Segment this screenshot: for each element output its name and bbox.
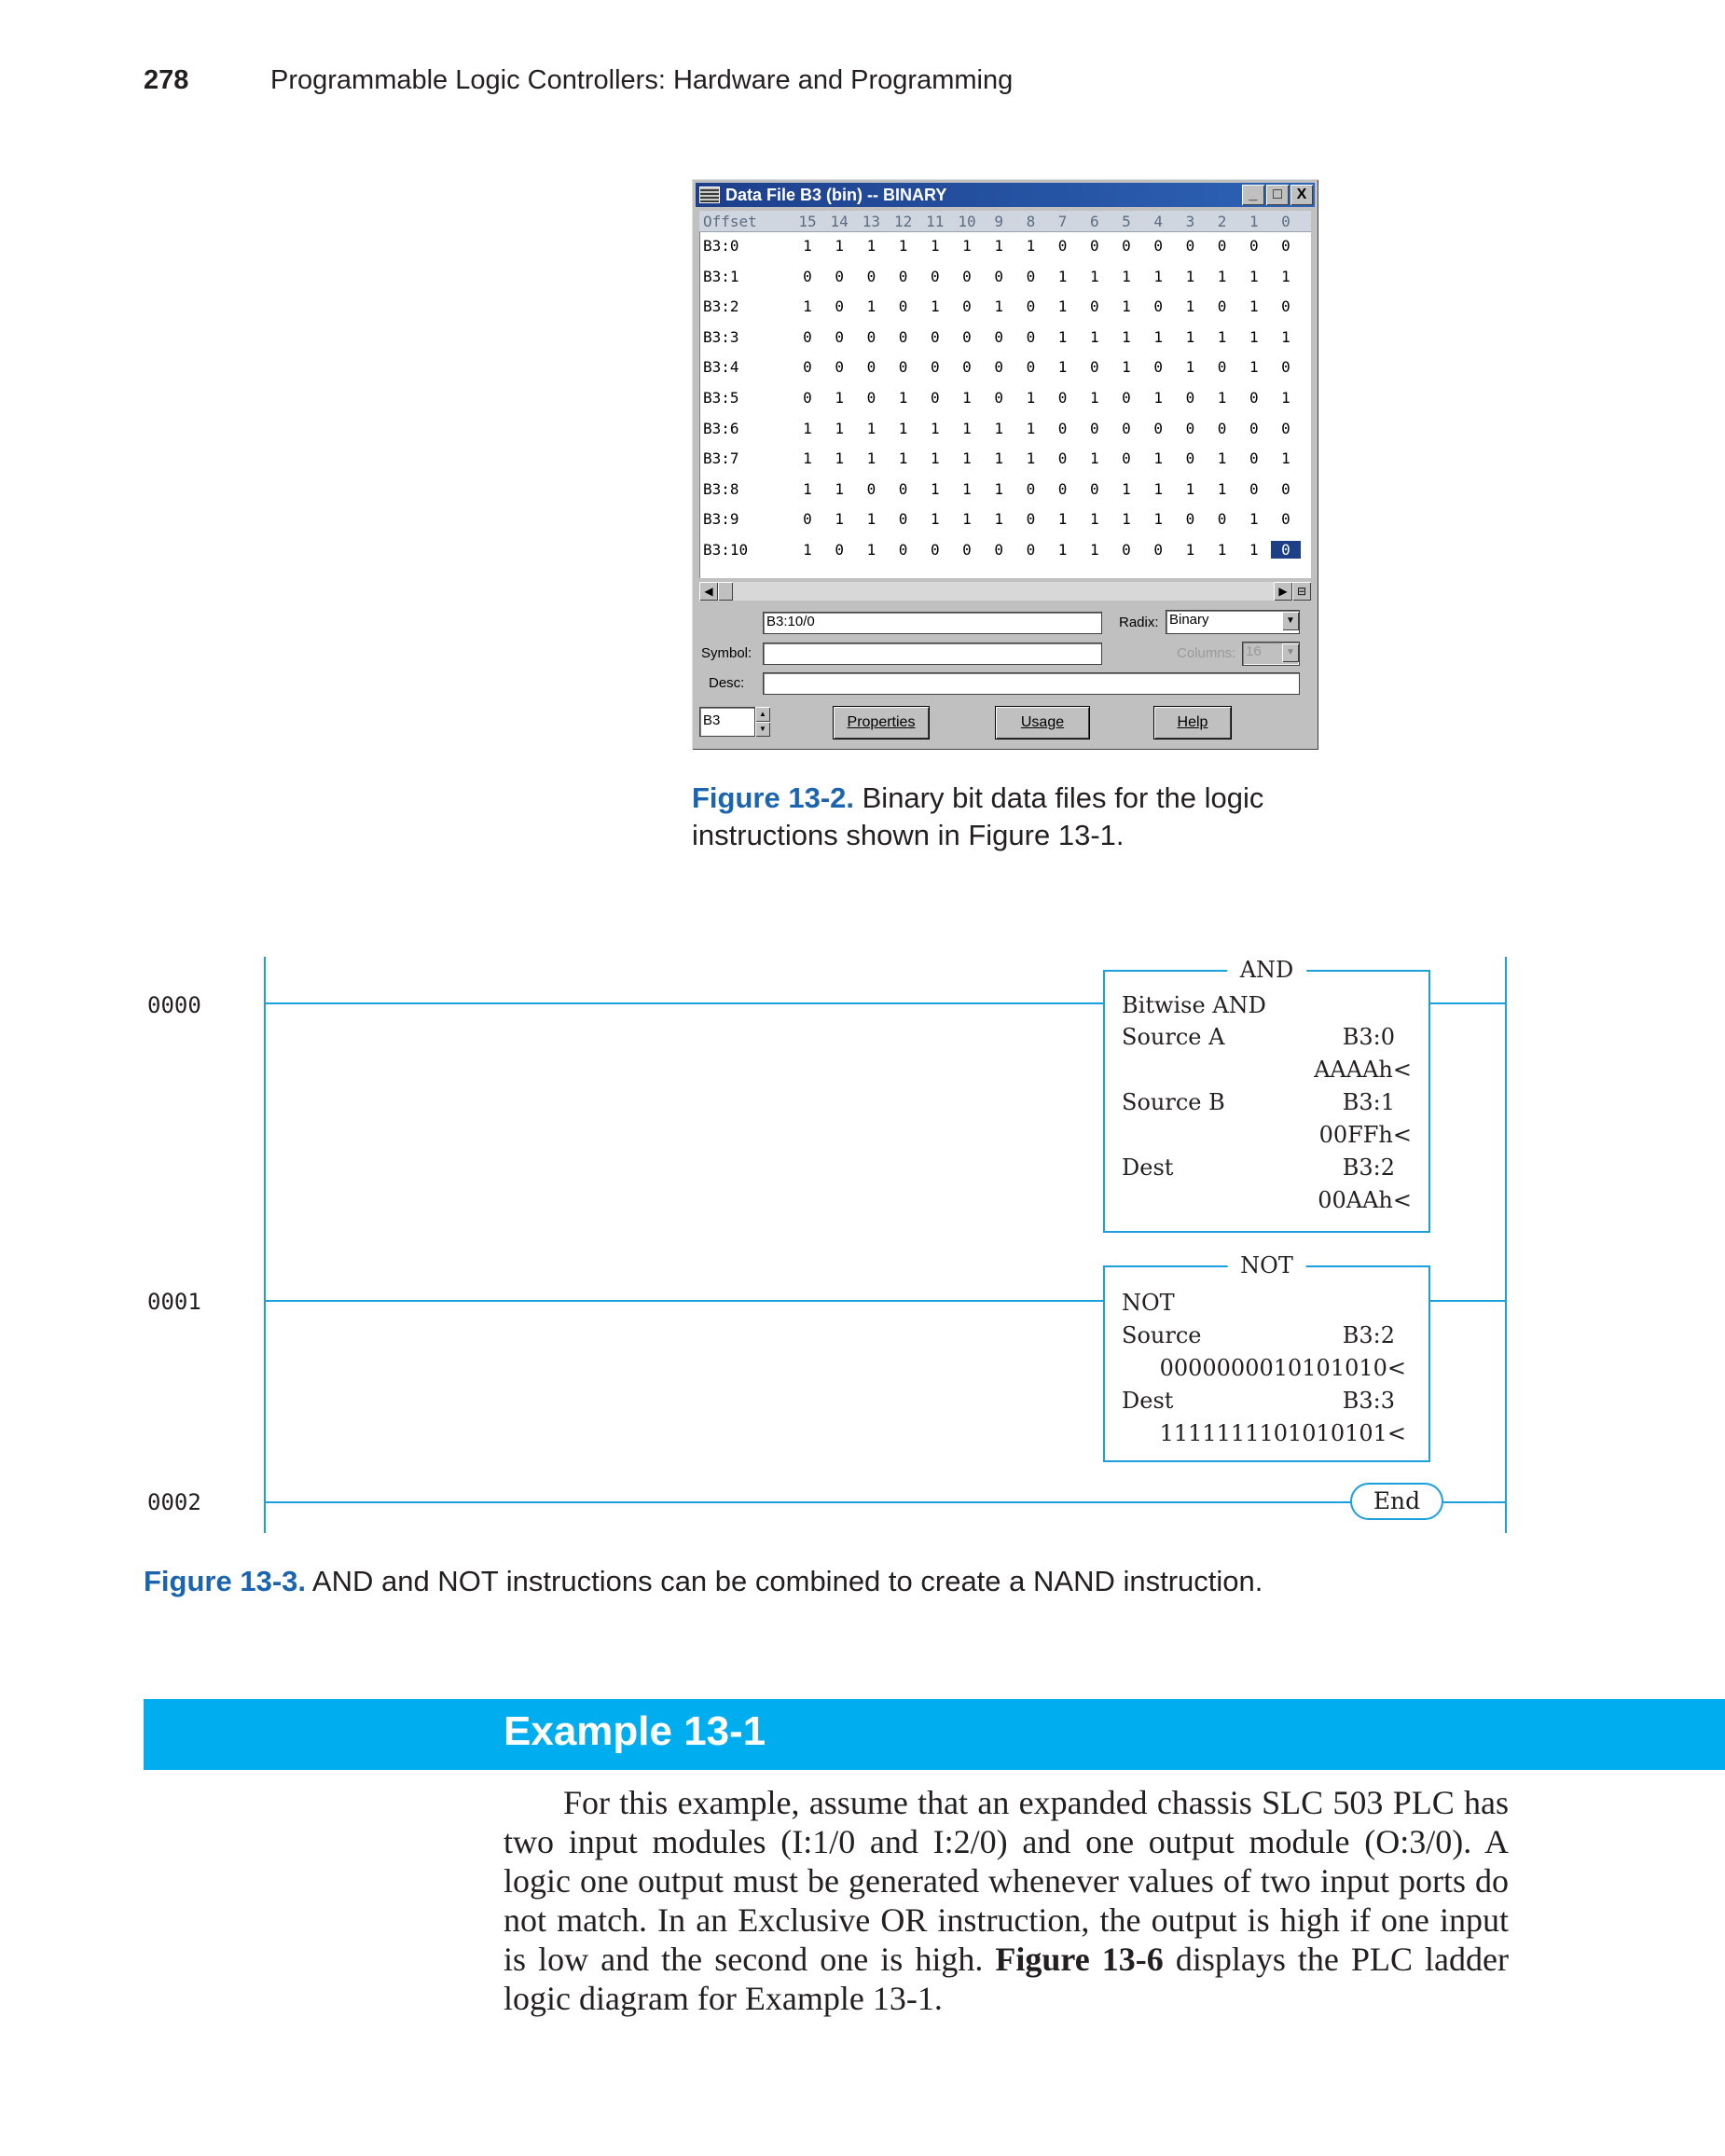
bit-cell[interactable]: 0 <box>1281 237 1290 255</box>
bit-column-header: 12 <box>893 213 913 230</box>
bit-column-header: 11 <box>926 213 945 230</box>
bit-cell[interactable]: 1 <box>898 419 908 437</box>
bit-cell[interactable]: 0 <box>1122 389 1131 407</box>
bit-cell[interactable]: 1 <box>866 510 876 529</box>
bit-column-header: 7 <box>1057 213 1068 230</box>
bit-cell[interactable]: 0 <box>930 267 940 285</box>
bit-cell[interactable]: 0 <box>1217 419 1227 437</box>
bit-cell[interactable]: 1 <box>803 237 812 255</box>
columns-value: 16 <box>1246 643 1262 659</box>
bit-cell[interactable]: 0 <box>1281 297 1290 316</box>
offset-cell: B3:1 <box>703 267 739 285</box>
bit-cell[interactable]: 0 <box>1281 479 1290 498</box>
source-label: Source <box>1122 1322 1202 1348</box>
bit-cell[interactable]: 0 <box>835 541 844 559</box>
horizontal-scrollbar[interactable] <box>699 582 1311 601</box>
bit-cell[interactable]: 0 <box>1057 419 1068 437</box>
bit-cell[interactable]: 0 <box>1153 541 1163 559</box>
bit-cell[interactable]: 0 <box>1057 389 1068 407</box>
bit-cell[interactable]: 0 <box>1057 449 1068 468</box>
bit-cell[interactable]: 1 <box>1153 479 1163 498</box>
bit-column-header: 10 <box>958 213 976 230</box>
not-instruction-box[interactable] <box>1103 1252 1430 1462</box>
offset-cell: B3:5 <box>703 389 739 407</box>
bit-cell[interactable]: 0 <box>1026 541 1036 559</box>
scroll-left-icon[interactable]: ◀ <box>699 582 718 601</box>
offset-cell: B3:6 <box>703 419 739 437</box>
source-a-address: B3:0 <box>1342 1024 1395 1050</box>
page-number: 278 <box>144 65 189 95</box>
bit-column-header: 0 <box>1281 213 1290 230</box>
bit-cell[interactable]: 1 <box>1122 297 1131 316</box>
bit-cell[interactable]: 0 <box>1271 541 1301 559</box>
bit-cell[interactable]: 0 <box>994 389 1003 407</box>
bit-cell[interactable]: 0 <box>1185 510 1195 529</box>
bit-cell[interactable]: 1 <box>835 479 844 498</box>
bit-cell[interactable]: 0 <box>1217 358 1227 377</box>
table-row[interactable] <box>699 262 1311 292</box>
bit-cell[interactable]: 1 <box>1122 358 1131 377</box>
bit-cell[interactable]: 1 <box>930 419 940 437</box>
bit-column-header: 14 <box>830 213 849 230</box>
example-body <box>504 1783 1509 2018</box>
bit-cell[interactable]: 0 <box>803 267 812 285</box>
bit-cell[interactable]: 1 <box>866 237 876 255</box>
file-spinner[interactable] <box>755 707 772 737</box>
bit-cell[interactable]: 0 <box>1122 237 1131 255</box>
offset-header: Offset <box>703 213 757 230</box>
offset-cell: B3:10 <box>703 541 749 559</box>
bit-cell[interactable]: 0 <box>930 327 940 346</box>
radix-label: Radix: <box>1119 615 1159 630</box>
bit-cell[interactable]: 1 <box>930 297 940 316</box>
spin-up-icon[interactable]: ▲ <box>755 707 770 722</box>
bit-cell[interactable]: 1 <box>1185 358 1195 377</box>
bit-cell[interactable]: 1 <box>1122 479 1131 498</box>
bit-cell[interactable]: 0 <box>930 541 940 559</box>
bit-cell[interactable]: 1 <box>930 449 940 468</box>
bit-cell[interactable]: 0 <box>1217 297 1227 316</box>
bit-cell[interactable]: 1 <box>1089 541 1099 559</box>
bit-cell[interactable]: 1 <box>962 449 972 468</box>
bit-cell[interactable]: 0 <box>1089 479 1099 498</box>
offset-cell: B3:3 <box>703 327 739 346</box>
bit-cell[interactable]: 0 <box>1026 358 1036 377</box>
bit-cell[interactable]: 1 <box>1217 267 1227 285</box>
bit-cell[interactable]: 1 <box>1217 479 1227 498</box>
bit-cell[interactable]: 1 <box>866 419 876 437</box>
bit-cell[interactable]: 0 <box>898 267 908 285</box>
bit-cell[interactable]: 1 <box>930 510 940 529</box>
table-row[interactable] <box>699 414 1311 444</box>
table-row[interactable] <box>699 444 1311 474</box>
bit-cell[interactable]: 1 <box>1153 449 1163 468</box>
bit-cell[interactable]: 0 <box>898 541 908 559</box>
bit-cell[interactable]: 1 <box>1089 449 1099 468</box>
radix-select[interactable] <box>1166 610 1300 634</box>
figure-label: Figure 13-3. <box>144 1565 306 1597</box>
usage-button[interactable]: Usage <box>996 707 1089 739</box>
bit-cell[interactable]: 1 <box>1026 419 1036 437</box>
window-title: Data File B3 (bin) -- BINARY <box>725 186 947 204</box>
bit-cell[interactable]: 0 <box>994 327 1003 346</box>
bit-cell[interactable]: 0 <box>1217 237 1227 255</box>
example-text: For this example, assume that an expanded chassis SLC 503 PLC has two input modules (I:1/0 and I:2/0) and one output module (O:3/0). A logic one output must be generated whenever values of two input ports do not match. In an Exclusive OR instruction, the output is high if one input is low and the second one is high. <box>504 1784 1509 1978</box>
bit-cell[interactable]: 0 <box>962 267 972 285</box>
bit-cell[interactable]: 0 <box>803 327 812 346</box>
bit-cell[interactable]: 0 <box>898 358 908 377</box>
dest-value: 00AAh< <box>1318 1187 1412 1213</box>
rung-line <box>1428 1300 1507 1302</box>
bit-cell[interactable]: 1 <box>1249 358 1259 377</box>
bit-cell[interactable]: 1 <box>803 479 812 498</box>
bit-cell[interactable]: 1 <box>1153 327 1163 346</box>
bit-cell[interactable]: 0 <box>1026 267 1036 285</box>
bit-cell[interactable]: 1 <box>1185 541 1195 559</box>
table-row[interactable] <box>699 323 1311 352</box>
bit-cell[interactable]: 0 <box>962 358 972 377</box>
right-power-rail <box>1505 957 1507 1533</box>
bit-cell[interactable]: 0 <box>1185 419 1195 437</box>
source-b-label: Source B <box>1122 1089 1225 1115</box>
bit-cell[interactable]: 0 <box>1217 510 1227 529</box>
bit-cell[interactable]: 0 <box>930 389 940 407</box>
running-header: Programmable Logic Controllers: Hardware and Programming <box>270 65 1014 95</box>
bit-cell[interactable]: 0 <box>866 479 876 498</box>
radix-value: Binary <box>1169 612 1209 628</box>
bit-cell[interactable]: 0 <box>994 358 1003 377</box>
bit-cell[interactable]: 0 <box>962 297 972 316</box>
offset-cell: B3:0 <box>703 237 739 255</box>
source-a-value: AAAAh< <box>1314 1057 1412 1083</box>
bit-cell[interactable]: 0 <box>1185 237 1195 255</box>
columns-select[interactable] <box>1242 642 1300 666</box>
bit-cell[interactable]: 1 <box>962 419 972 437</box>
bit-cell[interactable]: 1 <box>1281 327 1290 346</box>
bit-cell[interactable]: 1 <box>1026 449 1036 468</box>
figure-reference: Figure 13-6 <box>995 1941 1164 1978</box>
bit-cell[interactable]: 0 <box>1249 479 1259 498</box>
and-title: AND <box>1227 957 1307 983</box>
minimize-button[interactable]: _ <box>1242 185 1264 205</box>
bit-cell[interactable]: 1 <box>803 449 812 468</box>
bit-cell[interactable]: 1 <box>1217 389 1227 407</box>
bit-cell[interactable]: 0 <box>866 327 876 346</box>
source-a-label: Source A <box>1122 1024 1225 1050</box>
figure-text: AND and NOT instructions can be combined to create a NAND instruction. <box>311 1565 1263 1597</box>
bit-cell[interactable]: 1 <box>1089 267 1099 285</box>
bit-cell[interactable]: 1 <box>803 297 812 316</box>
bit-cell[interactable]: 1 <box>1185 479 1195 498</box>
bit-cell[interactable]: 1 <box>1217 449 1227 468</box>
close-button[interactable]: X <box>1290 185 1313 205</box>
bit-cell[interactable]: 1 <box>994 449 1003 468</box>
bit-cell[interactable]: 0 <box>898 297 908 316</box>
bit-cell[interactable]: 1 <box>1122 327 1131 346</box>
bit-cell[interactable]: 0 <box>1249 237 1259 255</box>
bit-cell[interactable]: 1 <box>1153 267 1163 285</box>
bit-cell[interactable]: 0 <box>1026 479 1036 498</box>
bit-column-header: 13 <box>862 213 881 230</box>
bit-cell[interactable]: 1 <box>835 237 844 255</box>
bit-cell[interactable]: 1 <box>1057 510 1068 529</box>
bit-cell[interactable]: 1 <box>1122 510 1131 529</box>
spin-down-icon[interactable]: ▼ <box>755 722 770 737</box>
and-name: Bitwise AND <box>1122 992 1266 1018</box>
bit-cell[interactable]: 0 <box>1153 297 1163 316</box>
split-icon[interactable]: ⊟ <box>1292 582 1311 601</box>
bit-column-header: 2 <box>1217 213 1227 230</box>
bit-cell[interactable]: 1 <box>994 510 1003 529</box>
bit-cell[interactable]: 1 <box>1153 389 1163 407</box>
address-field[interactable]: B3:10/0 <box>763 612 1102 634</box>
rung-number: 0001 <box>147 1289 201 1315</box>
figure-13-2-caption <box>692 780 1326 854</box>
bit-column-header: 8 <box>1026 213 1036 230</box>
not-title: NOT <box>1227 1252 1306 1278</box>
bit-cell[interactable]: 1 <box>835 449 844 468</box>
offset-cell: B3:4 <box>703 358 739 377</box>
dest-label: Dest <box>1122 1154 1174 1181</box>
example-banner <box>144 1699 1725 1770</box>
bit-cell[interactable]: 1 <box>1057 297 1068 316</box>
offset-cell: B3:7 <box>703 449 739 468</box>
figure-text: Binary bit data files for the logic instructions shown in Figure 13-1. <box>692 781 1264 851</box>
bit-cell[interactable]: 0 <box>835 267 844 285</box>
bit-cell[interactable]: 0 <box>835 358 844 377</box>
bit-cell[interactable]: 1 <box>1089 327 1099 346</box>
bit-cell[interactable]: 0 <box>898 479 908 498</box>
bit-cell[interactable]: 0 <box>1153 419 1163 437</box>
bit-cell[interactable]: 1 <box>835 419 844 437</box>
bit-cell[interactable]: 0 <box>1026 327 1036 346</box>
bit-cell[interactable]: 0 <box>1153 358 1163 377</box>
bit-cell[interactable]: 0 <box>962 541 972 559</box>
example-title: Example 13-1 <box>504 1708 766 1754</box>
figure-13-3-caption <box>144 1563 1542 1600</box>
bit-cell[interactable]: 0 <box>898 327 908 346</box>
bit-cell[interactable]: 1 <box>866 541 876 559</box>
source-value: 0000000010101010< <box>1159 1355 1406 1381</box>
bit-cell[interactable]: 0 <box>866 358 876 377</box>
window-titlebar[interactable] <box>696 183 1315 207</box>
bit-cell[interactable]: 1 <box>1281 389 1290 407</box>
figure-label: Figure 13-2. <box>692 781 854 814</box>
rung-line <box>264 1501 1353 1503</box>
bit-cell[interactable]: 1 <box>835 510 844 529</box>
bit-cell[interactable]: 0 <box>803 510 812 529</box>
table-row[interactable] <box>699 383 1311 413</box>
bit-cell[interactable]: 1 <box>1249 510 1259 529</box>
bit-cell[interactable]: 0 <box>1026 510 1036 529</box>
bit-cell[interactable]: 1 <box>1249 327 1259 346</box>
properties-button[interactable]: Properties <box>834 707 929 739</box>
bit-cell[interactable]: 1 <box>1217 327 1227 346</box>
columns-label: Columns: <box>1177 645 1236 661</box>
rung-line <box>1428 1002 1507 1004</box>
end-instruction[interactable]: End <box>1350 1483 1443 1520</box>
bit-cell[interactable]: 0 <box>1089 297 1099 316</box>
scroll-thumb[interactable] <box>718 582 733 601</box>
bit-cell[interactable]: 1 <box>962 479 972 498</box>
scroll-right-icon[interactable]: ▶ <box>1274 582 1292 601</box>
offset-cell: B3:2 <box>703 297 739 316</box>
bit-cell[interactable]: 1 <box>994 479 1003 498</box>
symbol-label: Symbol: <box>701 645 752 661</box>
table-row[interactable] <box>699 504 1311 534</box>
table-row[interactable] <box>699 535 1311 565</box>
bit-column-header: 6 <box>1089 213 1099 230</box>
bit-column-header: 4 <box>1153 213 1163 230</box>
bit-cell[interactable]: 0 <box>1089 419 1099 437</box>
grid-header <box>699 211 1311 232</box>
bit-cell[interactable]: 0 <box>1153 237 1163 255</box>
bit-column-header: 1 <box>1249 213 1259 230</box>
bit-cell[interactable]: 0 <box>835 327 844 346</box>
symbol-field[interactable] <box>763 643 1102 665</box>
bit-cell[interactable]: 0 <box>1026 297 1036 316</box>
bit-cell[interactable]: 1 <box>1281 267 1290 285</box>
example-text-end: displays the PLC ladder logic diagram for Example 13-1. <box>504 1941 1509 2017</box>
bit-cell[interactable]: 1 <box>1089 389 1099 407</box>
chevron-down-icon[interactable]: ▼ <box>1282 612 1299 630</box>
bit-cell[interactable]: 1 <box>1249 267 1259 285</box>
bit-cell[interactable]: 1 <box>835 389 844 407</box>
bit-cell[interactable]: 1 <box>994 237 1003 255</box>
bit-cell[interactable]: 1 <box>898 237 908 255</box>
offset-cell: B3:9 <box>703 510 739 529</box>
maximize-button[interactable]: □ <box>1266 185 1289 205</box>
bit-cell[interactable]: 0 <box>1281 510 1290 529</box>
table-row[interactable] <box>699 352 1311 382</box>
bit-cell[interactable]: 1 <box>1217 541 1227 559</box>
bit-cell[interactable]: 1 <box>1153 510 1163 529</box>
rung-number: 0000 <box>147 992 201 1018</box>
table-row[interactable] <box>699 231 1311 261</box>
data-file-icon <box>699 187 720 203</box>
bit-cell[interactable]: 0 <box>1185 389 1195 407</box>
bit-cell[interactable]: 0 <box>803 358 812 377</box>
rung-line <box>264 1300 1103 1302</box>
bit-cell[interactable]: 1 <box>994 297 1003 316</box>
offset-cell: B3:8 <box>703 479 739 498</box>
dest-address: B3:2 <box>1342 1154 1395 1181</box>
file-field[interactable]: B3 <box>699 707 755 737</box>
bit-cell[interactable]: 1 <box>1122 267 1131 285</box>
rung-number: 0002 <box>147 1489 201 1515</box>
bit-cell[interactable]: 1 <box>1185 327 1195 346</box>
bit-cell[interactable]: 0 <box>1057 237 1068 255</box>
bit-cell[interactable]: 0 <box>803 389 812 407</box>
bit-cell[interactable]: 0 <box>1249 419 1259 437</box>
bit-cell[interactable]: 0 <box>866 267 876 285</box>
bit-cell[interactable]: 1 <box>898 449 908 468</box>
source-b-value: 00FFh< <box>1318 1122 1412 1148</box>
bit-cell[interactable]: 1 <box>962 237 972 255</box>
bit-cell[interactable]: 1 <box>930 237 940 255</box>
bit-cell[interactable]: 1 <box>1281 449 1290 468</box>
data-grid[interactable] <box>699 211 1311 578</box>
bit-cell[interactable]: 0 <box>1281 358 1290 377</box>
bit-cell[interactable]: 1 <box>866 449 876 468</box>
bit-cell[interactable]: 1 <box>1057 541 1068 559</box>
bit-cell[interactable]: 1 <box>866 297 876 316</box>
bit-cell[interactable]: 0 <box>1122 541 1131 559</box>
bit-cell[interactable]: 1 <box>1185 267 1195 285</box>
data-file-window <box>692 179 1318 750</box>
left-power-rail <box>264 957 266 1533</box>
bit-cell[interactable]: 0 <box>898 510 908 529</box>
bit-column-header: 15 <box>798 213 817 230</box>
dest-label: Dest <box>1122 1388 1174 1414</box>
bit-cell[interactable]: 1 <box>1249 541 1259 559</box>
bit-cell[interactable]: 1 <box>1249 297 1259 316</box>
bit-cell[interactable]: 1 <box>898 389 908 407</box>
bit-cell[interactable]: 1 <box>994 419 1003 437</box>
desc-field[interactable] <box>763 672 1300 695</box>
bit-cell[interactable]: 0 <box>1089 358 1099 377</box>
dest-address: B3:3 <box>1342 1388 1395 1414</box>
bit-column-header: 9 <box>994 213 1003 230</box>
bit-cell[interactable]: 1 <box>1057 327 1068 346</box>
bit-cell[interactable]: 0 <box>1185 449 1195 468</box>
desc-label: Desc: <box>709 675 745 691</box>
source-address: B3:2 <box>1342 1322 1395 1348</box>
bit-cell[interactable]: 1 <box>803 541 812 559</box>
bit-cell[interactable]: 0 <box>1089 237 1099 255</box>
table-row[interactable] <box>699 475 1311 504</box>
bit-cell[interactable]: 0 <box>994 541 1003 559</box>
bit-cell[interactable]: 0 <box>1122 419 1131 437</box>
and-instruction-box[interactable] <box>1103 957 1430 1233</box>
bit-cell[interactable]: 1 <box>1057 358 1068 377</box>
bit-cell[interactable]: 1 <box>1026 237 1036 255</box>
bit-cell[interactable]: 0 <box>1122 449 1131 468</box>
bit-cell[interactable]: 0 <box>994 267 1003 285</box>
bit-cell[interactable]: 0 <box>835 297 844 316</box>
bit-cell[interactable]: 1 <box>803 419 812 437</box>
dest-value: 1111111101010101< <box>1159 1420 1406 1446</box>
bit-cell[interactable]: 1 <box>962 510 972 529</box>
bit-cell[interactable]: 0 <box>962 327 972 346</box>
rung-line <box>264 1002 1103 1004</box>
bit-cell[interactable]: 1 <box>962 389 972 407</box>
table-row[interactable] <box>699 292 1311 322</box>
bit-cell[interactable]: 1 <box>1089 510 1099 529</box>
rung-line <box>1441 1501 1507 1503</box>
bit-column-header: 3 <box>1185 213 1195 230</box>
bit-cell[interactable]: 0 <box>1057 479 1068 498</box>
source-b-address: B3:1 <box>1342 1089 1395 1115</box>
bit-cell[interactable]: 0 <box>930 358 940 377</box>
chevron-down-icon[interactable]: ▼ <box>1282 643 1299 662</box>
bit-column-header: 5 <box>1122 213 1131 230</box>
bit-cell[interactable]: 0 <box>866 389 876 407</box>
bit-cell[interactable]: 1 <box>1026 389 1036 407</box>
bit-cell[interactable]: 1 <box>1057 267 1068 285</box>
bit-cell[interactable]: 0 <box>1249 449 1259 468</box>
bit-cell[interactable]: 1 <box>930 479 940 498</box>
bit-cell[interactable]: 0 <box>1249 389 1259 407</box>
bit-cell[interactable]: 1 <box>1185 297 1195 316</box>
bit-cell[interactable]: 0 <box>1281 419 1290 437</box>
help-button[interactable]: Help <box>1154 707 1231 739</box>
not-name: NOT <box>1122 1290 1175 1316</box>
